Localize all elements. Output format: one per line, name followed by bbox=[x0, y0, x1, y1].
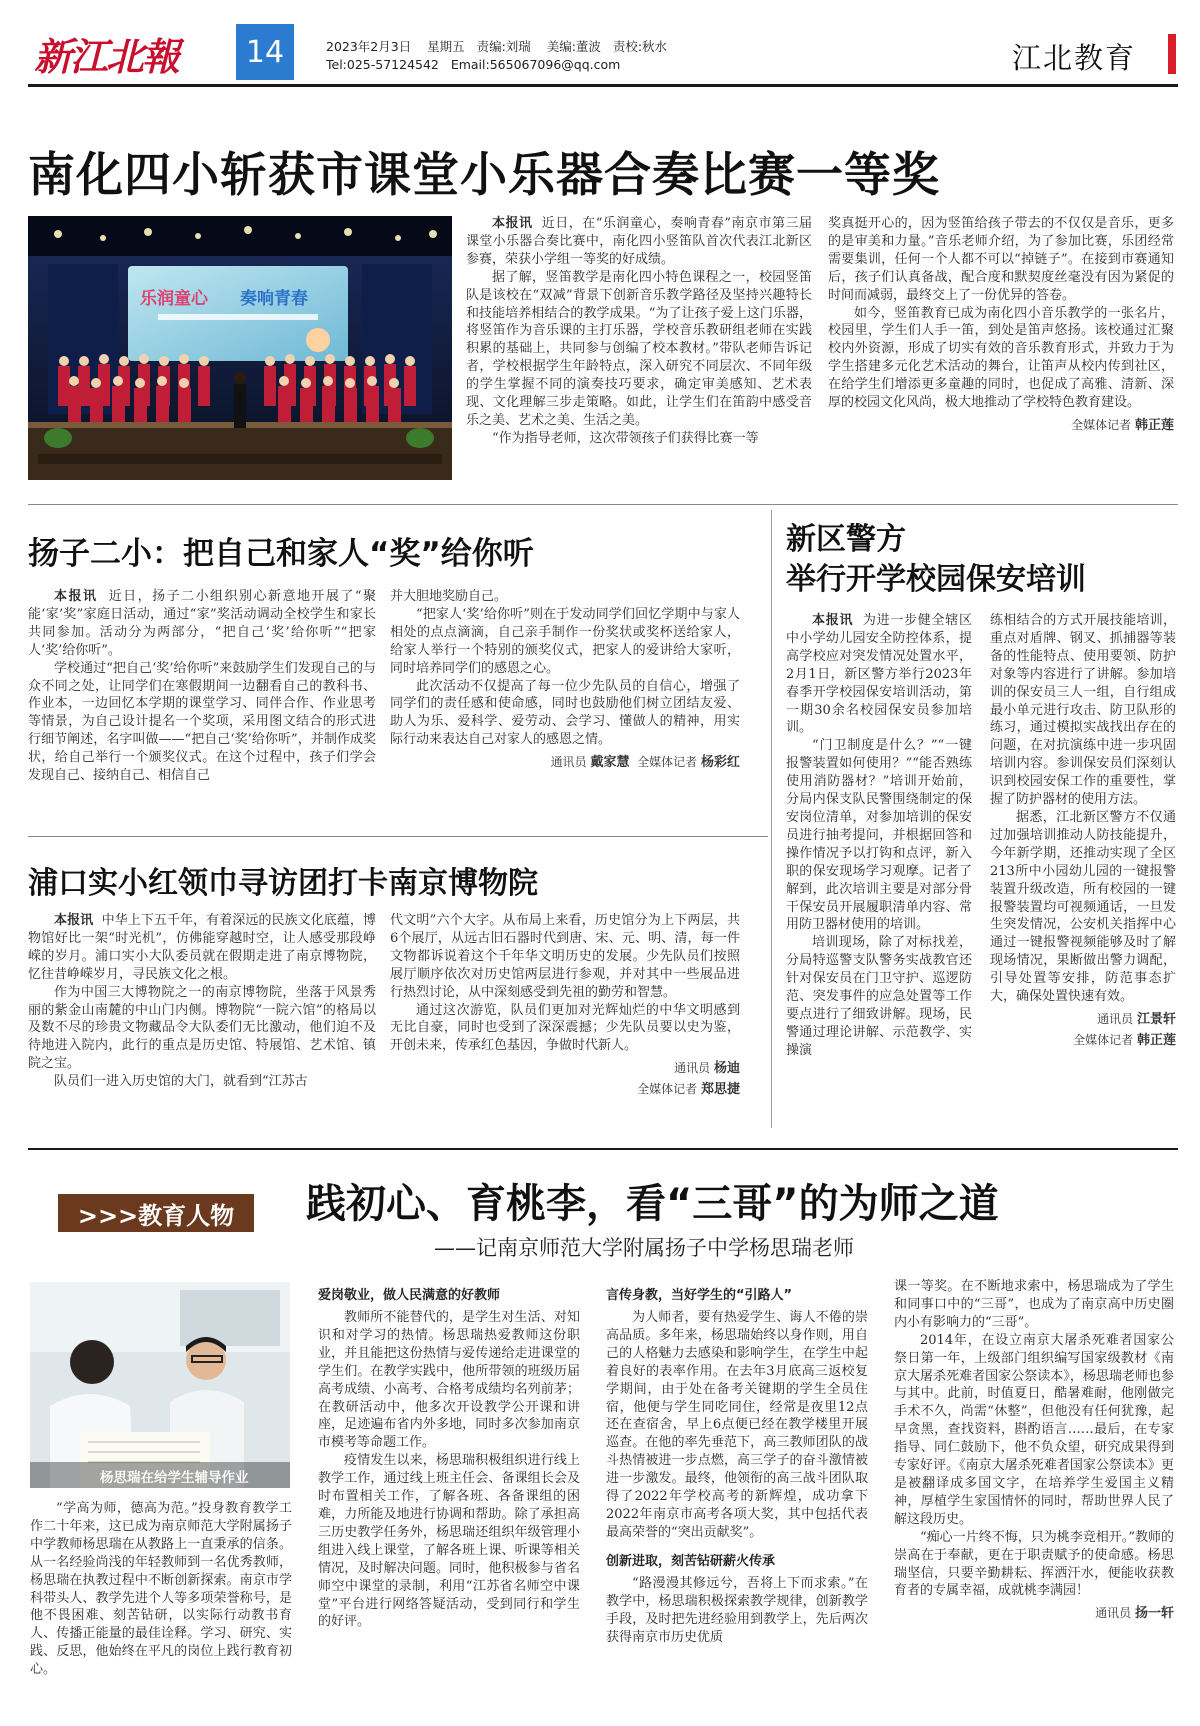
article-3-headline: 浦口实小红领巾寻访团打卡南京博物院 bbox=[28, 866, 538, 901]
a2-byline-name2: 杨彩红 bbox=[700, 755, 740, 771]
a3-lead: 本报讯 bbox=[54, 913, 94, 928]
proofreader: 责校:秋水 bbox=[612, 39, 668, 54]
a4-headline-line1: 新区警方 bbox=[786, 522, 906, 557]
feature-tag-label: >>>教育人物 bbox=[77, 1201, 235, 1230]
a5-subhead-1: 爱岗敬业，做人民满意的好教师 bbox=[318, 1288, 501, 1303]
a3-paragraph-2: 作为中国三大博物院之一的南京博物院，坐落于风景秀丽的紫金山南麓的中山门内侧。博物院“一院六馆”的格局以及数不尽的珍贵文物藏品令大队委们无比激动，他们迫不及待地进入院内，此行的重点是历史馆、特展馆、艺术馆、镇院之宝。 bbox=[28, 984, 376, 1072]
stage-banner-right: 奏响青春 bbox=[240, 289, 308, 309]
article-5-column-1 bbox=[30, 1500, 292, 1679]
article-1-photo bbox=[28, 216, 452, 480]
a5-subhead-3: 创新进取，刻苦钻研薪火传承 bbox=[606, 1553, 776, 1569]
a4-paragraph-2: “门卫制度是什么？”“一键报警装置如何使用？”“能否熟练使用消防器材？”培训开始前，分局内保支队民警围绕制定的保安岗位清单，对参加培训的保安员进行抽考提问，并根据回答和操作情况予以打钩和点评，新入职的保安现场学习观摩。记者了解到，此次培训主要是对部分骨干保安员开展履职清单内容、常用防卫器材使用的培训。 bbox=[786, 738, 972, 933]
a5-paragraph-3: 疫情发生以来，杨思瑞积极组织进行线上教学工作，通过线上班主任会、备课组长会及时布置相关工作，了解各班、各备课组的困难，力所能及地进行协调和帮助。除了承担高三历史教学任务外，杨思瑞还组织年级管理小组进入线上课堂，了解各班上课、听课等相关情况，及时解决问题。同时，他积极参与省名师空中课堂的录制，利用“江苏省名师空中课堂”平台进行网络答疑活动，受到同行和学生的好评。 bbox=[318, 1453, 580, 1630]
article-3-column-1 bbox=[28, 912, 376, 1091]
a4-paragraph-5: 据悉，江北新区警方不仅通过加强培训推动人防技能提升，今年新学期，还推动实现了全区213所中小园幼儿园的一键报警装置升级改造，所有校园的一键报警装置均可视频通话，一旦发生突发情况，公安机关指挥中心通过一键报警视频能够及时了解现场情况，果断做出警力调配，引导处置等安排，防范事态扩大，确保处置快速有效。 bbox=[990, 809, 1176, 1005]
a4-byline-2 bbox=[990, 1029, 1176, 1048]
a3-byline-name1: 杨迪 bbox=[713, 1061, 740, 1077]
issue-weekday: 星期五 bbox=[427, 39, 465, 54]
telephone: Tel:025-57124542 bbox=[326, 57, 439, 72]
a1-byline bbox=[828, 414, 1174, 433]
a3-paragraph-5: 通过这次游览，队员们更加对光辉灿烂的中华文明感到无比自豪，同时也受到了深深震撼；少先队员要以史为鉴，开创未来，传承红色基因，争做时代新人。 bbox=[390, 1002, 740, 1054]
a1-byline-name: 韩正莲 bbox=[1134, 417, 1174, 433]
a3-byline-2 bbox=[390, 1078, 740, 1097]
masthead-info-line1 bbox=[326, 38, 667, 56]
stage-banner-left: 乐润童心 bbox=[140, 289, 208, 309]
a4-byline-role1: 通讯员 bbox=[1097, 1011, 1134, 1026]
a1-byline-role: 全媒体记者 bbox=[1071, 417, 1132, 432]
a2-byline-role1: 通讯员 bbox=[550, 755, 587, 770]
article-4-column-2 bbox=[990, 612, 1176, 1048]
a4-paragraph-3: 培训现场，除了对标找差，分局特巡警支队警务实战教官还针对保安员在门卫守护、巡逻防范、突发事件的应急处置等工作要点进行了细致讲解。现场，民警通过理论讲解、示范教学、实操演 bbox=[786, 935, 972, 1058]
masthead-info bbox=[326, 38, 667, 74]
a3-byline-role1: 通讯员 bbox=[674, 1061, 711, 1076]
a4-paragraph-4: 练相结合的方式开展技能培训，重点对盾牌、钢叉、抓捕器等装备的性能特点、使用要领、防护对象等内容进行了讲解。参加培训的保安员三人一组，自行组成最小单元进行攻击、防卫队形的练习，通过模拟实战找出存在的问题，在对抗演练中进一步巩固培训内容。参训保安员们深刻认识到校园安保工作的重要性，掌握了防护器材的使用方法。 bbox=[990, 613, 1176, 808]
a1-paragraph-3: “作为指导老师，这次带领孩子们获得比赛一等 bbox=[492, 430, 759, 446]
a1-lead: 本报讯 bbox=[492, 216, 533, 231]
a2-paragraph-1-text: 近日，扬子二小组织别心新意地开展了“聚能‘家’奖”家庭日活动，通过“家”奖活动调动全校学生和家长共同参加。活动分为两部分，“把自己‘奖’给你听”“把家人‘奖’给你听”。 bbox=[28, 589, 376, 658]
article-1-column-2 bbox=[828, 215, 1174, 433]
designer: 美编:董波 bbox=[546, 39, 601, 54]
a2-byline bbox=[390, 751, 740, 770]
article-5-column-2 bbox=[318, 1282, 580, 1631]
a2-byline-name1: 戴家慧 bbox=[590, 755, 630, 771]
masthead-info-line2 bbox=[326, 56, 667, 74]
page-number-box bbox=[236, 24, 294, 80]
article-5-headline: 践初心、育桃李，看“三哥”的为师之道 bbox=[306, 1181, 999, 1227]
section-name: 江北教育 bbox=[1012, 41, 1137, 75]
a5-paragraph-5: “路漫漫其修远兮，吾将上下而求索。”在教学中，杨思瑞积极探索教学规律，创新教学手段，及时把先进经验用到教学上，先后两次获得南京市历史优质 bbox=[606, 1575, 868, 1645]
a4-paragraph-1 bbox=[786, 612, 972, 737]
a3-byline-role2: 全媒体记者 bbox=[637, 1082, 698, 1097]
divider-2 bbox=[28, 836, 768, 837]
concert-stage-image bbox=[28, 216, 452, 480]
a3-paragraph-1 bbox=[28, 912, 376, 984]
article-1-headline: 南化四小斩获市课堂小乐器合奏比赛一等奖 bbox=[28, 148, 940, 203]
a5-byline-role: 通讯员 bbox=[1095, 1606, 1132, 1621]
masthead bbox=[0, 0, 1200, 88]
a2-byline-role2: 全媒体记者 bbox=[637, 755, 698, 770]
section-accent-bar bbox=[1168, 34, 1176, 74]
a1-paragraph-2: 据了解，竖笛教学是南化四小特色课程之一，校园竖笛队是该校在“双减”背景下创新音乐教学路径及坚持兴趣特长和技能培养相结合的教学成果。“为了让孩子爱上这门乐器，将竖笛作为音乐课的主打乐器，学校音乐教研组老师在实践积累的基础上，共同参与创编了校本教材。”带队老师告诉记者，学校根据学生年龄特点，深入研究不同层次、不同年级的学生掌握不同的演奏技巧要求，确定审美感知、艺术表现、文化理解三步走策略。如此，让学生们在笛韵中感受音乐之美、艺术之美、生活之美。 bbox=[466, 269, 812, 428]
tutoring-image bbox=[30, 1282, 290, 1488]
feature-tag bbox=[58, 1194, 254, 1232]
a2-paragraph-3: 并大胆地奖励自己。 bbox=[390, 589, 508, 604]
issue-date: 2023年2月3日 bbox=[326, 39, 412, 54]
a2-paragraph-5: 此次活动不仅提高了每一位少先队员的自信心，增强了同学们的责任感和使命感，同时也鼓励他们树立团结友爱、助人为乐、爱科学、爱劳动、会学习、懂做人的精神，用实际行动来表达自己对家人的感恩之情。 bbox=[390, 678, 740, 748]
a4-lead: 本报讯 bbox=[812, 613, 854, 628]
a4-headline-line2: 举行开学校园保安培训 bbox=[786, 562, 1086, 597]
a1-paragraph-1 bbox=[466, 215, 812, 269]
article-1-column-1 bbox=[466, 215, 812, 448]
a3-paragraph-3: 队员们一进入历史馆的大门，就看到“江苏古 bbox=[54, 1074, 308, 1090]
article-3-column-2 bbox=[390, 912, 740, 1097]
a2-lead: 本报讯 bbox=[54, 589, 98, 604]
article-2-column-2 bbox=[390, 588, 740, 770]
divider-1 bbox=[28, 504, 1178, 505]
a5-subhead-2: 言传身教，当好学生的“引路人” bbox=[606, 1288, 793, 1303]
logo-text: 新江北報 bbox=[34, 34, 179, 79]
article-5-column-4 bbox=[894, 1278, 1174, 1621]
a5-paragraph-1: “学高为师，德高为范。”投身教育教学工作二十年来，这已成为南京师范大学附属扬子中学教师杨思瑞在从教路上一直秉承的信条。从一名经验尚浅的年轻教师到一名优秀教师，杨思瑞在执教过程中不断创新探索。南京市学科带头人、教学先进个人等多项荣誉称号，是他不畏困难、刻苦钻研，以实际行动教书育人、传播正能量的最佳诠释。学习、研究、实践、反思，他始终在平凡的岗位上践行教育初心。 bbox=[30, 1501, 292, 1678]
article-4-column-1 bbox=[786, 612, 972, 1060]
conductor-figure bbox=[234, 372, 246, 428]
a5-paragraph-7: 2014年，在设立南京大屠杀死难者国家公祭日第一年，上级部门组织编写国家级教材《南京大屠杀死难者国家公祭读本》，杨思瑞老师也参与其中。此前，时值夏日，酷暑难耐，他刚做完手术不久，尚需“休整”，但他没有任何犹豫，起早贪黑，查找资料，斟酌语言……最后，在专家指导、同仁鼓励下，他不负众望，研究成果得到专家好评。《南京大屠杀死难者国家公祭读本》更是被翻译成多国文字，在培养学生爱国主义精神，厚植学生家国情怀的同时，帮助世界人民了解这段历史。 bbox=[894, 1332, 1174, 1527]
a2-paragraph-2: 学校通过“把自己‘奖’给你听”来鼓励学生们发现自己的与众不同之处，让同学们在寒假期间一边翻看自己的教科书、作业本，一边回忆本学期的课堂学习、同伴合作、作业思考等情景，为自己设计提名一个奖项，采用图文结合的形式进行细节阐述，名字叫做——“把自己‘奖’给你听”，并制作成奖状，给自己举行一个颁奖仪式。在这个过程中，孩子们学会发现自己、接纳自己、相信自己 bbox=[28, 660, 376, 784]
photo-caption: 杨思瑞在给学生辅导作业 bbox=[100, 1470, 249, 1486]
a5-paragraph-6: 课一等奖。在不断地求索中，杨思瑞成为了学生和同事口中的“三哥”，也成为了南京高中历史圈内小有影响力的“三哥”。 bbox=[894, 1279, 1174, 1330]
article-5-column-3 bbox=[606, 1282, 868, 1646]
newspaper-logo bbox=[30, 28, 200, 80]
a1-paragraph-5: 如今，竖笛教育已成为南化四小音乐教学的一张名片，校园里，学生们人手一笛，到处是笛声悠扬。该校通过汇聚校内外资源，形成了切实有效的音乐教育形式，并致力于为学生搭建多元化艺术活动的舞台，让笛声从校内传到社区，在给学生们增添更多童趣的同时，也促成了高雅、清新、深厚的校园文化风尚，极大地推动了学校特色教育建设。 bbox=[828, 305, 1174, 411]
a4-byline-name2: 韩正莲 bbox=[1136, 1032, 1176, 1048]
article-4-headline bbox=[786, 520, 1176, 600]
a5-paragraph-4: 为人师者，要有热爱学生、诲人不倦的崇高品质。多年来，杨思瑞始终以身作则，用自己的人格魅力去感染和影响学生，在学生中起着良好的表率作用。在去年3月底高三返校复学期间，由于处在备考关键期的学生全员住宿，他便与学生同吃同住，经常是夜里12点还在查宿舍，早上6点便已经在教学楼里开展巡查。在他的率先垂范下，高三教师团队的战斗热情被进一步点燃，高三学子的奋斗激情被进一步激发。最终，他领衔的高三战斗团队取得了2022年学校高考的新辉煌，成功拿下2022年南京市高考各项大奖，其中包括代表最高荣誉的“突出贡献奖”。 bbox=[606, 1310, 868, 1540]
a5-paragraph-2: 教师所不能替代的，是学生对生活、对知识和对学习的热情。杨思瑞热爱教师这份职业，并且能把这份热情与爱传递给走进课堂的学生们。在教学实践中，他所带领的班级历届高考成绩、小高考、合格考成绩均名列前茅；在教研活动中，他多次开设教学公开课和讲座，足迹遍布省内外多地，同时多次参加南京市模考等命题工作。 bbox=[318, 1310, 580, 1451]
a5-paragraph-8: “痴心一片终不悔，只为桃李竞相开。”教师的崇高在于奉献，更在于职责赋予的使命感。杨思瑞坚信，只要辛勤耕耘、挥洒汗水，便能收获教育者的专属幸福，成就桃李满园！ bbox=[894, 1529, 1174, 1599]
article-2-column-1 bbox=[28, 588, 376, 785]
article-2-headline: 扬子二小：把自己和家人“奖”给你听 bbox=[28, 536, 534, 572]
logo-graphic bbox=[30, 28, 200, 80]
article-5-subtitle: ——记南京师范大学附属扬子中学杨思瑞老师 bbox=[434, 1236, 854, 1260]
column-divider bbox=[771, 510, 772, 1128]
editor: 责编:刘瑞 bbox=[476, 39, 531, 54]
a5-byline-name: 扬一轩 bbox=[1134, 1606, 1174, 1622]
a1-paragraph-1-text: 近日，在“乐润童心，奏响青春”南京市第三届课堂小乐器合奏比赛中，南化四小竖笛队首次代表江北新区参赛，荣获小学组一等奖的好成绩。 bbox=[466, 216, 812, 267]
a5-byline bbox=[894, 1602, 1174, 1621]
a4-byline-1 bbox=[990, 1008, 1176, 1027]
a3-byline-1 bbox=[390, 1057, 740, 1076]
a2-paragraph-1 bbox=[28, 588, 376, 660]
a2-paragraph-4: “把家人‘奖’给你听”则在于发动同学们回忆学期中与家人相处的点点滴滴，自己亲手制作一份奖状或奖杯送给家人，给家人举行一个特别的颁奖仪式，把家人的爱讲给大家听，同时培养同学们的感恩之心。 bbox=[390, 606, 740, 676]
divider-3 bbox=[28, 1148, 1178, 1150]
a3-paragraph-4: 代文明”六个大字。从布局上来看，历史馆分为上下两层，共6个展厅，从远古旧石器时代到唐、宋、元、明、清，每一件文物都诉说着这个千年华文明历史的发展。少先队员们按照展厅顺序依次对历史馆两层进行参观，并对其中一些展品进行热烈讨论，从中深刻感受到先祖的勤劳和智慧。 bbox=[390, 913, 740, 1000]
email: Email:565067096@qq.com bbox=[450, 57, 621, 72]
a1-paragraph-4: 奖真挺开心的，因为竖笛给孩子带去的不仅仅是音乐，更多的是审美和力量。”音乐老师介绍，为了参加比赛，乐团经常需要集训，任何一个人都不可以“掉链子”。在接到市赛通知后，孩子们认真备战，配合度和默契度丝毫没有因为紧促的时间而减弱，最终交上了一份优异的答卷。 bbox=[828, 216, 1174, 303]
a3-byline-name2: 郑思捷 bbox=[700, 1082, 740, 1098]
article-5-photo bbox=[30, 1282, 290, 1488]
a4-byline-role2: 全媒体记者 bbox=[1073, 1032, 1134, 1047]
page-number: 14 bbox=[245, 34, 285, 70]
a3-paragraph-1-text: 中华上下五千年，有着深远的民族文化底蕴，博物馆好比一架“时光机”，仿佛能穿越时空，让人感受那段峥嵘的岁月。浦口实小大队委员就在假期走进了南京博物院，忆往昔峥嵘岁月，寻民族文化之根。 bbox=[28, 913, 376, 982]
masthead-rule bbox=[28, 84, 1178, 87]
a4-byline-name1: 江景轩 bbox=[1136, 1011, 1176, 1027]
a4-paragraph-1-text: 为进一步健全辖区中小学幼儿园安全防控体系，提高学校应对突发情况处置水平，2月1日，新区警方举行2023年春季开学校园保安培训活动，第一期30余名校园保安员参加培训。 bbox=[786, 613, 972, 736]
